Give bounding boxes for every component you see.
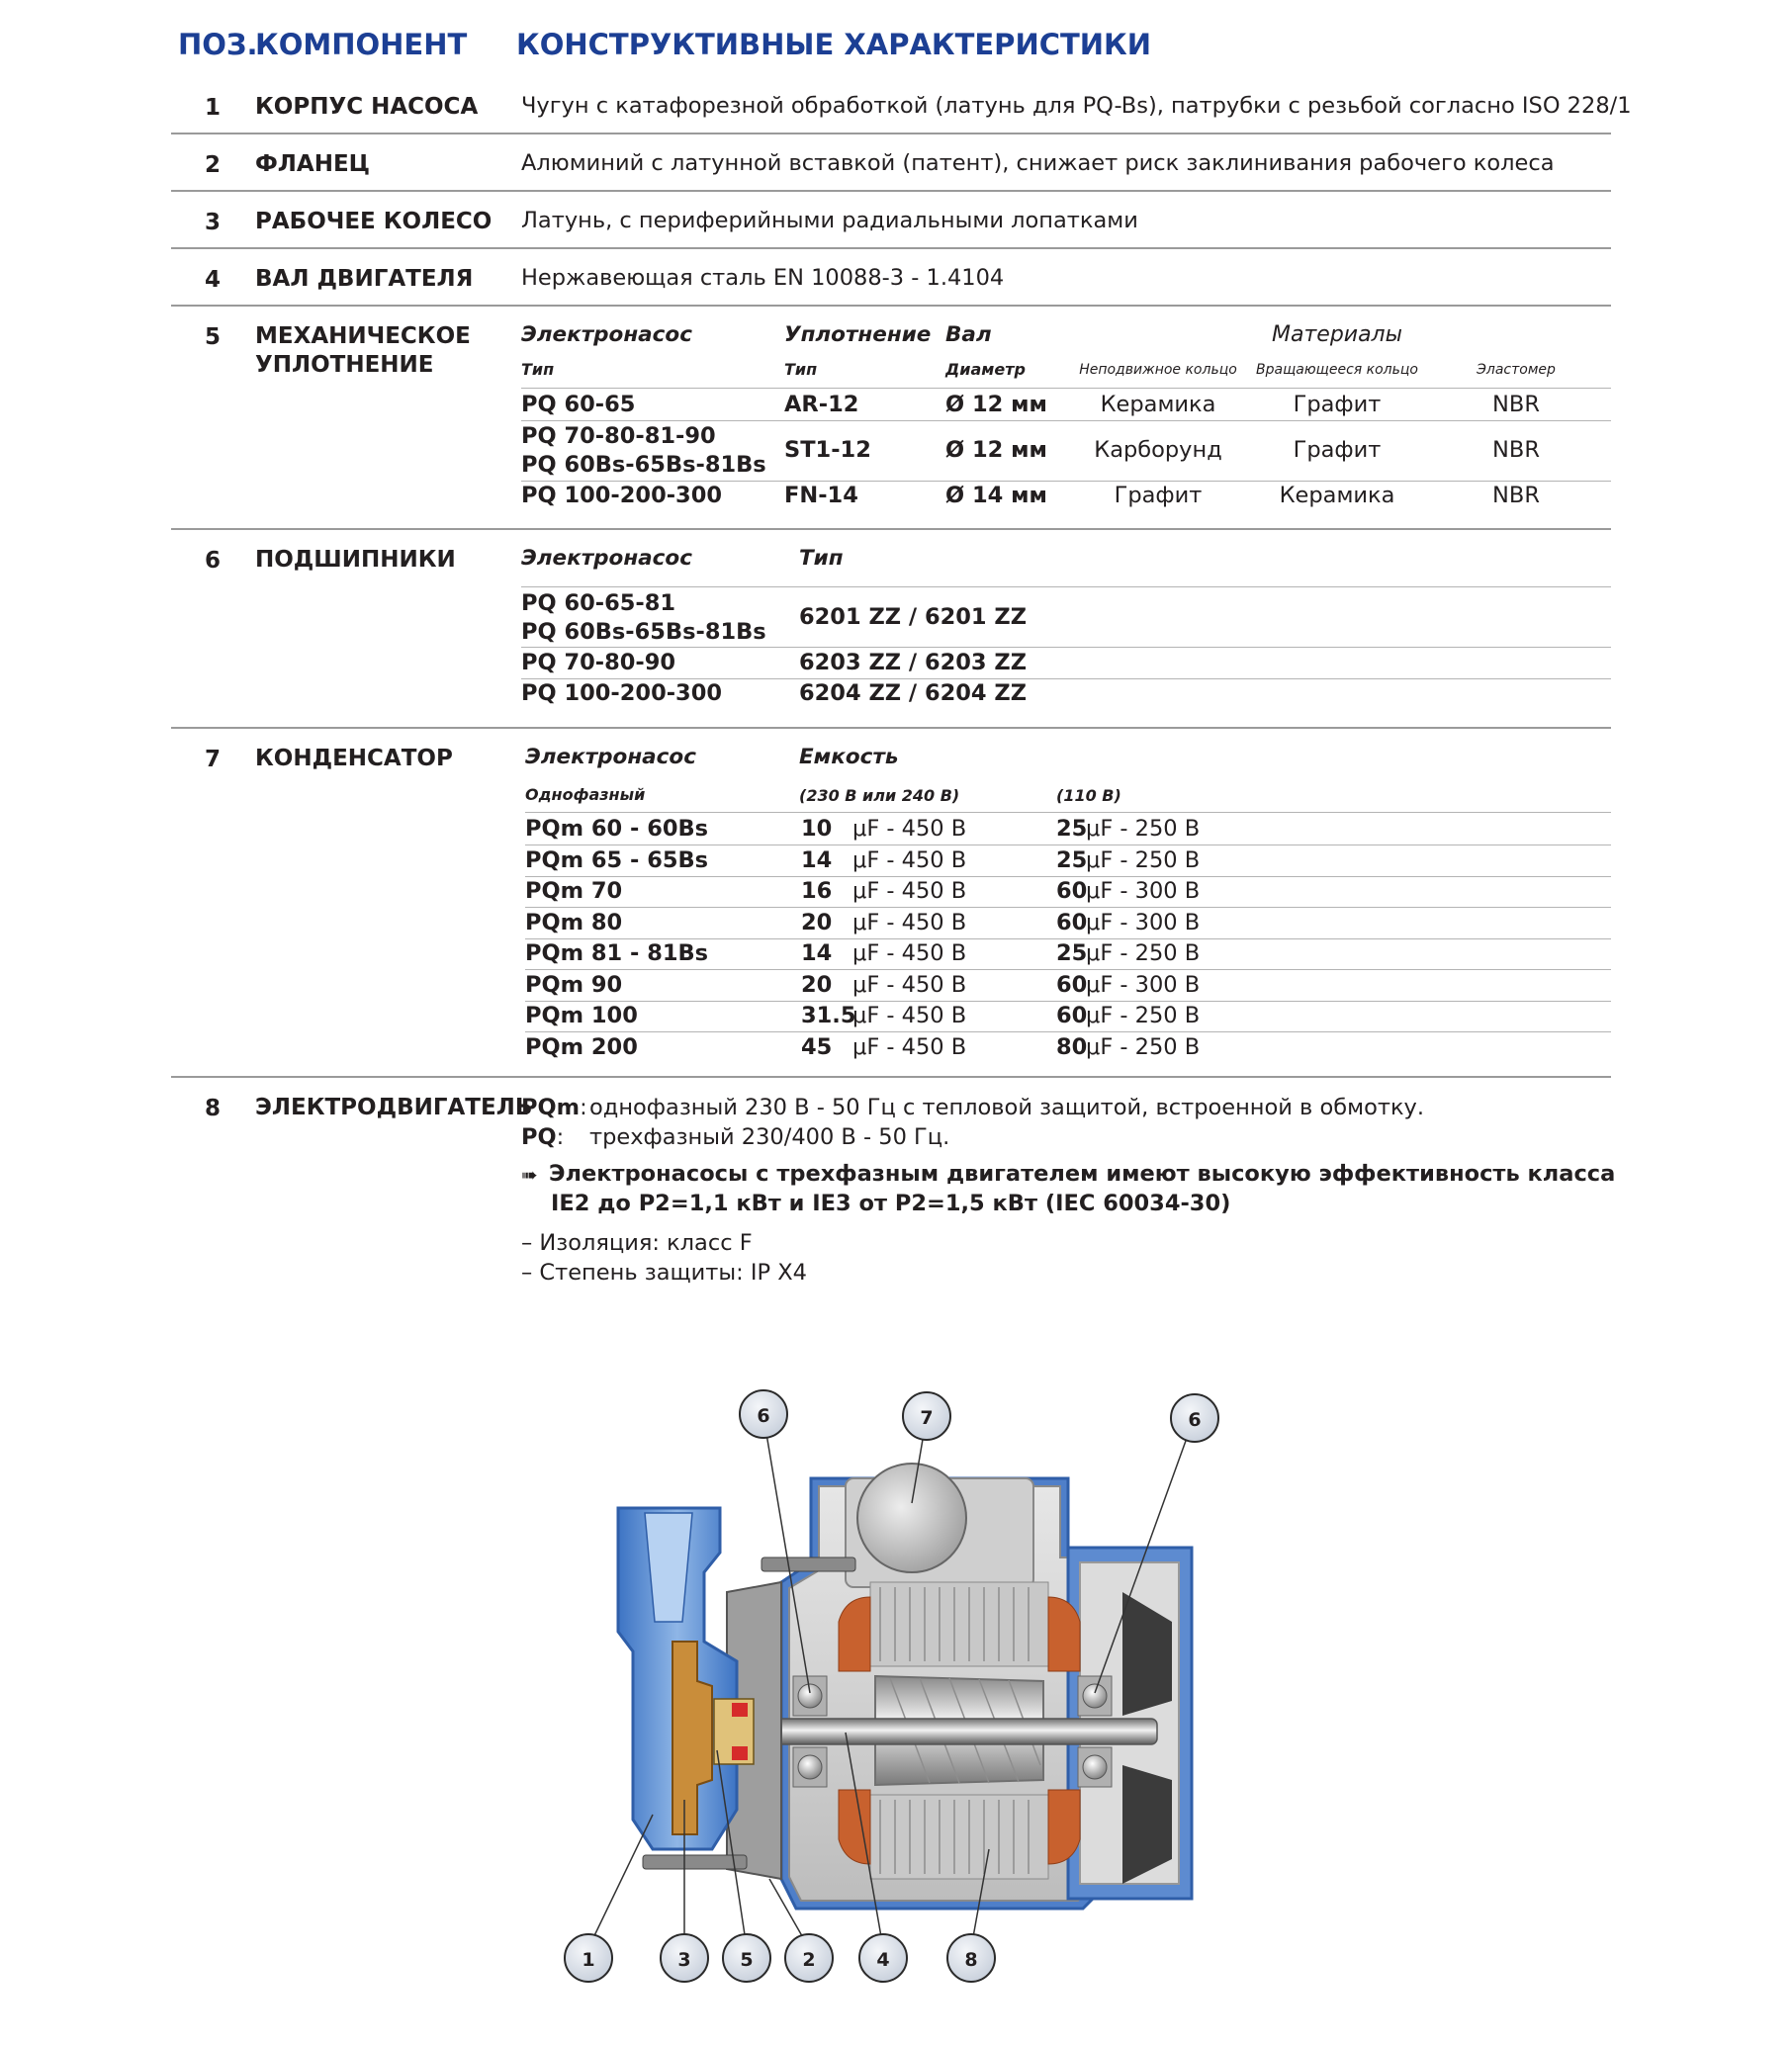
capacitor-row-pump: PQm 65 - 65Bs xyxy=(525,846,709,873)
svg-text:3: 3 xyxy=(677,1949,691,1971)
bearings-row-type: 6201 ZZ / 6201 ZZ xyxy=(799,604,1028,630)
row-2-number: 2 xyxy=(205,152,222,178)
arrow-icon: ➠ xyxy=(521,1163,538,1187)
seal-row-pump: PQ 70-80-81-90 xyxy=(521,423,716,449)
seal-row-fixed-ring: Графит xyxy=(1114,483,1203,508)
seal-row-rotating-ring: Графит xyxy=(1293,392,1382,417)
capacitor-row-capacity-230: 45 xyxy=(801,1033,833,1060)
motor-efficiency-line2: IE2 до P2=1,1 кВт и IE3 от P2=1,5 кВт (IEC 60034-30) xyxy=(551,1191,1231,1216)
motor-insulation: – Изоляция: класс F xyxy=(521,1230,753,1256)
capacitor-row-unit-230: μF - 450 В xyxy=(852,878,967,904)
seal-row-rotating-ring: Графит xyxy=(1293,437,1382,463)
row-3-number: 3 xyxy=(205,210,222,235)
callout-top-3 xyxy=(1171,1394,1218,1442)
callout-top-2 xyxy=(903,1392,950,1440)
stator-bottom xyxy=(870,1795,1048,1879)
divider xyxy=(171,1076,1611,1078)
seal-row-pump: PQ 60-65 xyxy=(521,392,636,417)
seal-row-rotating-ring: Керамика xyxy=(1279,483,1395,508)
divider xyxy=(525,876,1611,877)
seal-sub-type: Тип xyxy=(784,360,818,379)
bearings-row-pump: PQ 70-80-90 xyxy=(521,650,676,675)
divider xyxy=(521,481,1611,482)
motor-pq-label: PQ: xyxy=(521,1124,565,1150)
svg-text:5: 5 xyxy=(740,1949,754,1971)
capacitor-row-capacity-230: 20 xyxy=(801,909,833,935)
row-8-component: ЭЛЕКТРОДВИГАТЕЛЬ xyxy=(255,1095,533,1120)
capacitor-row-unit-230: μF - 450 В xyxy=(852,816,967,842)
motor-pqm-label: PQm: xyxy=(521,1095,587,1120)
capacitor-row-unit-230: μF - 450 В xyxy=(852,971,967,998)
motor-pqm-text: однофазный 230 В - 50 Гц с тепловой защитой, встроенной в обмотку. xyxy=(589,1095,1425,1120)
capacitor-row-capacity-230: 10 xyxy=(801,816,833,842)
divider xyxy=(525,969,1611,970)
divider xyxy=(521,586,1611,587)
capacitor-row-capacity-230: 14 xyxy=(801,940,833,966)
capacitor-row-unit-230: μF - 450 В xyxy=(852,940,967,966)
bearings-row-pump: PQ 60-65-81 xyxy=(521,590,676,616)
seal-row-seal: FN-14 xyxy=(784,483,858,508)
capacitor-row-unit-110: μF - 300 В xyxy=(1086,878,1201,904)
seal-header-seal: Уплотнение xyxy=(784,322,932,347)
capacitor-row-unit-110: μF - 300 В xyxy=(1086,971,1201,998)
seal-row-seal: ST1-12 xyxy=(784,437,871,463)
row-3-component: РАБОЧЕЕ КОЛЕСО xyxy=(255,209,493,234)
capacitor-shape xyxy=(857,1464,966,1572)
capacitor-row-pump: PQm 70 xyxy=(525,878,623,904)
capacitor-row-capacity-110: 60 xyxy=(1056,971,1088,998)
callout-bottom-3 xyxy=(723,1934,770,1982)
row-6-number: 6 xyxy=(205,548,222,574)
capacitor-row-pump: PQm 81 - 81Bs xyxy=(525,940,709,966)
capacitor-header-pump: Электронасос xyxy=(525,745,696,769)
bearings-row-pump: PQ 100-200-300 xyxy=(521,680,723,706)
capacitor-row-unit-230: μF - 450 В xyxy=(852,846,967,873)
row-5-component-line1: МЕХАНИЧЕСКОЕ xyxy=(255,323,471,349)
capacitor-row-unit-110: μF - 250 В xyxy=(1086,940,1201,966)
seal-header-shaft: Вал xyxy=(945,322,992,347)
callout-bottom-4 xyxy=(785,1934,833,1982)
row-1-description: Чугун с катафорезной обработкой (латунь для PQ-Bs), патрубки с резьбой согласно ISO 228/1 xyxy=(521,93,1632,119)
seal-sub-type: Тип xyxy=(521,360,555,379)
capacitor-row-pump: PQm 100 xyxy=(525,1003,638,1028)
capacitor-row-pump: PQm 60 - 60Bs xyxy=(525,816,709,842)
capacitor-row-unit-110: μF - 250 В xyxy=(1086,816,1201,842)
capacitor-row-pump: PQm 200 xyxy=(525,1033,638,1060)
row-4-number: 4 xyxy=(205,267,222,293)
capacitor-row-unit-110: μF - 250 В xyxy=(1086,1033,1201,1060)
seal-row-elastomer: NBR xyxy=(1492,392,1540,417)
capacitor-row-unit-110: μF - 300 В xyxy=(1086,909,1201,935)
seal-row-pump: PQ 100-200-300 xyxy=(521,483,723,508)
stator-top xyxy=(870,1582,1048,1666)
bearings-row-type: 6204 ZZ / 6204 ZZ xyxy=(799,680,1028,706)
seal-sub-fixed-ring: Неподвижное кольцо xyxy=(1079,362,1237,378)
header-pos: ПОЗ. xyxy=(178,28,258,61)
row-4-component: ВАЛ ДВИГАТЕЛЯ xyxy=(255,266,474,292)
svg-text:7: 7 xyxy=(920,1407,934,1429)
motor-pq-text: трехфазный 230/400 В - 50 Гц. xyxy=(589,1124,950,1150)
svg-text:1: 1 xyxy=(582,1949,595,1971)
callout-bottom-1 xyxy=(565,1934,612,1982)
header-characteristics: КОНСТРУКТИВНЫЕ ХАРАКТЕРИСТИКИ xyxy=(516,28,1152,61)
divider xyxy=(521,647,1611,648)
capacitor-row-capacity-110: 25 xyxy=(1056,846,1088,873)
capacitor-row-pump: PQm 80 xyxy=(525,909,623,935)
capacitor-sub-single-phase: Однофазный xyxy=(525,785,646,804)
divider xyxy=(525,812,1611,813)
seal-row-fixed-ring: Керамика xyxy=(1100,392,1216,417)
pump-cutaway-diagram xyxy=(554,1384,1246,1998)
capacitor-row-capacity-110: 60 xyxy=(1056,878,1088,904)
divider xyxy=(171,133,1611,134)
capacitor-row-unit-110: μF - 250 В xyxy=(1086,1003,1201,1028)
capacitor-row-capacity-110: 25 xyxy=(1056,940,1088,966)
header-component: КОМПОНЕНТ xyxy=(255,28,468,61)
bearings-row-type: 6203 ZZ / 6203 ZZ xyxy=(799,650,1028,675)
capacitor-sub-110v: (110 В) xyxy=(1056,786,1121,805)
row-1-component: КОРПУС НАСОСА xyxy=(255,94,479,120)
row-2-description: Алюминий с латунной вставкой (патент), снижает риск заклинивания рабочего колеса xyxy=(521,150,1555,176)
divider xyxy=(525,1001,1611,1002)
divider xyxy=(525,907,1611,908)
seal-sub-rotating-ring: Вращающееся кольцо xyxy=(1256,362,1418,378)
seal-row-seal: AR-12 xyxy=(784,392,859,417)
capacitor-row-capacity-230: 20 xyxy=(801,971,833,998)
bearings-row-pump-line2: PQ 60Bs-65Bs-81Bs xyxy=(521,619,766,645)
seal-row-diameter: Ø 12 мм xyxy=(945,392,1047,417)
seal-row-fixed-ring: Карборунд xyxy=(1094,437,1222,463)
row-1-number: 1 xyxy=(205,95,222,121)
divider xyxy=(171,190,1611,192)
capacitor-row-capacity-110: 60 xyxy=(1056,909,1088,935)
callout-bottom-2 xyxy=(661,1934,708,1982)
bearings-header-type: Тип xyxy=(799,546,844,571)
svg-text:4: 4 xyxy=(876,1949,890,1971)
row-3-description: Латунь, с периферийными радиальными лопатками xyxy=(521,208,1138,233)
row-2-component: ФЛАНЕЦ xyxy=(255,151,371,177)
seal-header-materials: Материалы xyxy=(1272,322,1402,347)
bearings-header-pump: Электронасос xyxy=(521,546,692,571)
divider xyxy=(521,678,1611,679)
capacitor-row-capacity-110: 25 xyxy=(1056,816,1088,842)
capacitor-row-pump: PQm 90 xyxy=(525,971,623,998)
divider xyxy=(171,727,1611,729)
row-6-component: ПОДШИПНИКИ xyxy=(255,547,456,573)
capacitor-row-capacity-230: 31.5 xyxy=(801,1003,856,1028)
capacitor-row-capacity-110: 80 xyxy=(1056,1033,1088,1060)
seal-sub-diameter: Диаметр xyxy=(945,360,1026,379)
seal-row-pump-line2: PQ 60Bs-65Bs-81Bs xyxy=(521,452,766,478)
svg-text:6: 6 xyxy=(1188,1409,1202,1431)
row-5-component-line2: УПЛОТНЕНИЕ xyxy=(255,352,434,378)
seal-header-pump: Электронасос xyxy=(521,322,692,347)
divider xyxy=(525,938,1611,939)
callout-bottom-5 xyxy=(859,1934,907,1982)
seal-row-elastomer: NBR xyxy=(1492,437,1540,463)
row-4-description: Нержавеющая сталь EN 10088-3 - 1.4104 xyxy=(521,265,1005,291)
divider xyxy=(521,388,1611,389)
seal-row-elastomer: NBR xyxy=(1492,483,1540,508)
seal-row-diameter: Ø 12 мм xyxy=(945,437,1047,463)
capacitor-row-capacity-230: 14 xyxy=(801,846,833,873)
row-7-number: 7 xyxy=(205,747,222,772)
divider xyxy=(521,420,1611,421)
divider xyxy=(171,305,1611,307)
capacitor-header-capacity: Емкость xyxy=(799,745,899,769)
svg-text:2: 2 xyxy=(802,1949,816,1971)
motor-efficiency-line1: Электронасосы с трехфазным двигателем имеют высокую эффективность класса xyxy=(549,1161,1616,1187)
row-5-number: 5 xyxy=(205,324,222,350)
seal-row-diameter: Ø 14 мм xyxy=(945,483,1047,508)
divider xyxy=(171,247,1611,249)
svg-text:8: 8 xyxy=(964,1949,978,1971)
capacitor-row-unit-110: μF - 250 В xyxy=(1086,846,1201,873)
capacitor-row-unit-230: μF - 450 В xyxy=(852,1033,967,1060)
svg-text:6: 6 xyxy=(757,1405,770,1427)
row-7-component: КОНДЕНСАТОР xyxy=(255,746,453,771)
capacitor-row-capacity-110: 60 xyxy=(1056,1003,1088,1028)
capacitor-row-unit-230: μF - 450 В xyxy=(852,909,967,935)
callout-bottom-6 xyxy=(947,1934,995,1982)
seal-sub-elastomer: Эластомер xyxy=(1477,362,1556,378)
callout-top-1 xyxy=(740,1390,787,1438)
capacitor-row-capacity-230: 16 xyxy=(801,878,833,904)
divider xyxy=(171,528,1611,530)
capacitor-row-unit-230: μF - 450 В xyxy=(852,1003,967,1028)
capacitor-sub-230v: (230 В или 240 В) xyxy=(799,786,960,805)
motor-protection: – Степень защиты: IP X4 xyxy=(521,1260,807,1286)
row-8-number: 8 xyxy=(205,1096,222,1121)
divider xyxy=(525,1031,1611,1032)
